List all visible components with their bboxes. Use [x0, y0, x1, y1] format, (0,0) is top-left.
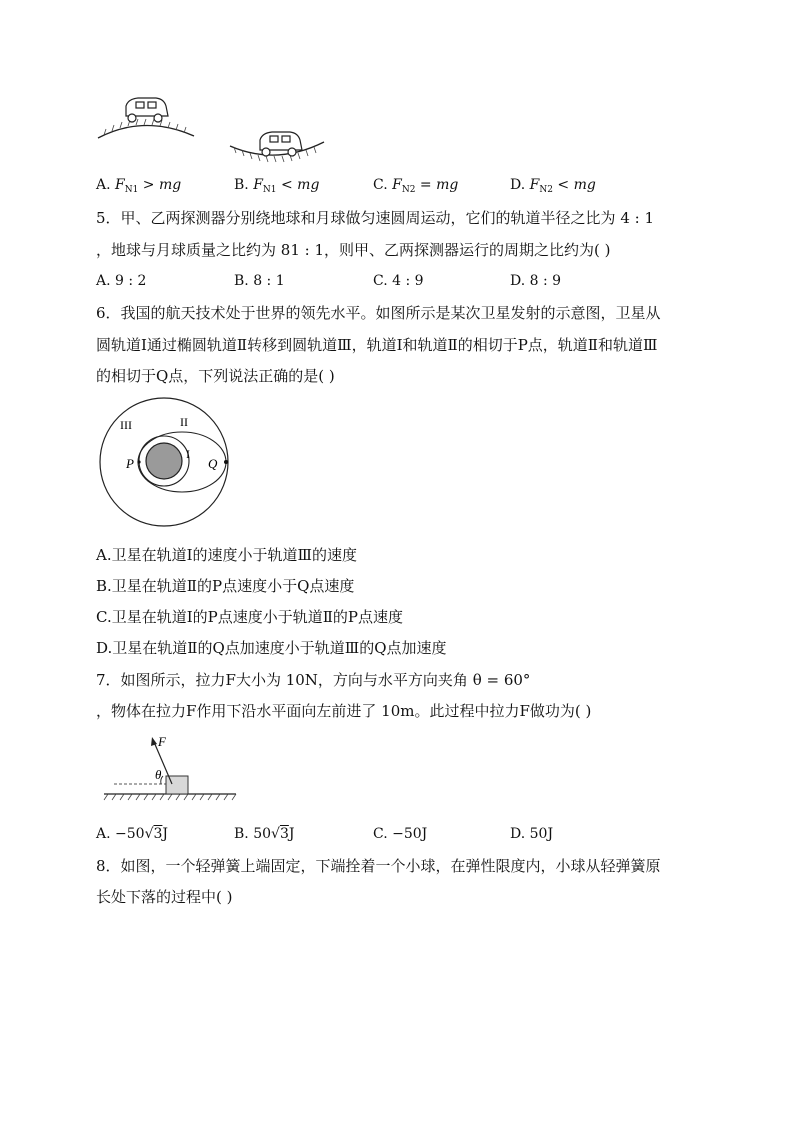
q4-option-b: B. $F_{N1}$ < mg: [234, 177, 320, 195]
point-q-label: Q: [208, 456, 218, 471]
earth: [146, 443, 182, 479]
point-p: [137, 460, 140, 463]
q6-option-b: B.卫星在轨道Ⅱ的P点速度小于Q点速度: [96, 577, 355, 595]
force-label: F: [158, 734, 166, 749]
q7-option-d: D. 50J: [510, 826, 554, 842]
force-on-block-figure: [100, 732, 245, 804]
orbit-iii-label: III: [120, 418, 132, 432]
q7-option-b: B. 50√3J: [234, 826, 295, 842]
q6-option-d: D.卫星在轨道Ⅱ的Q点加速度小于轨道Ⅲ的Q点加速度: [96, 639, 447, 657]
car-in-valley-figure: [228, 128, 328, 168]
q7-option-a: A. −50√3J: [96, 826, 169, 842]
q6-stem-line-1: 6．我国的航天技术处于世界的领先水平。如图所示是某次卫星发射的示意图，卫星从: [96, 304, 661, 322]
q5-stem-line-1: 5．甲、乙两探测器分别绕地球和月球做匀速圆周运动，它们的轨道半径之比为 4 : 1: [96, 209, 654, 227]
q6-option-a: A.卫星在轨道Ⅰ的速度小于轨道Ⅲ的速度: [96, 546, 357, 564]
q6-option-c: C.卫星在轨道Ⅰ的P点速度小于轨道Ⅱ的P点速度: [96, 608, 404, 626]
car-on-hill-figure: [94, 92, 204, 142]
theta-label: θ: [155, 767, 162, 782]
q5-option-a: A. 9 : 2: [96, 273, 147, 289]
q5-option-c: C. 4 : 9: [373, 273, 424, 289]
satellite-orbit-figure: [96, 398, 246, 538]
q5-stem-line-2: ，地球与月球质量之比约为 81 : 1，则甲、乙两探测器运行的周期之比约为( ): [96, 241, 611, 259]
q6-stem-line-3: 的相切于Q点，下列说法正确的是( ): [96, 367, 335, 385]
q8-stem-line-2: 长处下落的过程中( ): [96, 888, 233, 906]
q7-stem-line-1: 7．如图所示，拉力F大小为 10N，方向与水平方向夹角 θ = 60°: [96, 671, 531, 689]
q4-option-a: A. $F_{N1}$ > mg: [96, 177, 182, 195]
orbit-i-label: I: [186, 447, 190, 461]
q4-option-d: D. $F_{N2}$ < mg: [510, 177, 596, 195]
q4-option-c: C. $F_{N2}$ = mg: [373, 177, 459, 195]
q8-stem-line-1: 8．如图，一个轻弹簧上端固定，下端拴着一个小球，在弹性限度内，小球从轻弹簧原: [96, 857, 661, 875]
q5-option-d: D. 8 : 9: [510, 273, 562, 289]
point-p-label: P: [126, 456, 134, 471]
point-q: [224, 460, 228, 464]
orbit-ii-label: II: [180, 415, 188, 429]
car-icon: [126, 98, 168, 122]
q7-option-c: C. −50J: [373, 826, 428, 842]
car-icon: [260, 132, 302, 156]
q6-stem-line-2: 圆轨道Ⅰ通过椭圆轨道Ⅱ转移到圆轨道Ⅲ，轨道Ⅰ和轨道Ⅱ的相切于P点，轨道Ⅱ和轨道Ⅲ: [96, 336, 658, 354]
q5-option-b: B. 8 : 1: [234, 273, 285, 289]
q7-stem-line-2: ，物体在拉力F作用下沿水平面向左前进了 10m。此过程中拉力F做功为( ): [96, 702, 592, 720]
